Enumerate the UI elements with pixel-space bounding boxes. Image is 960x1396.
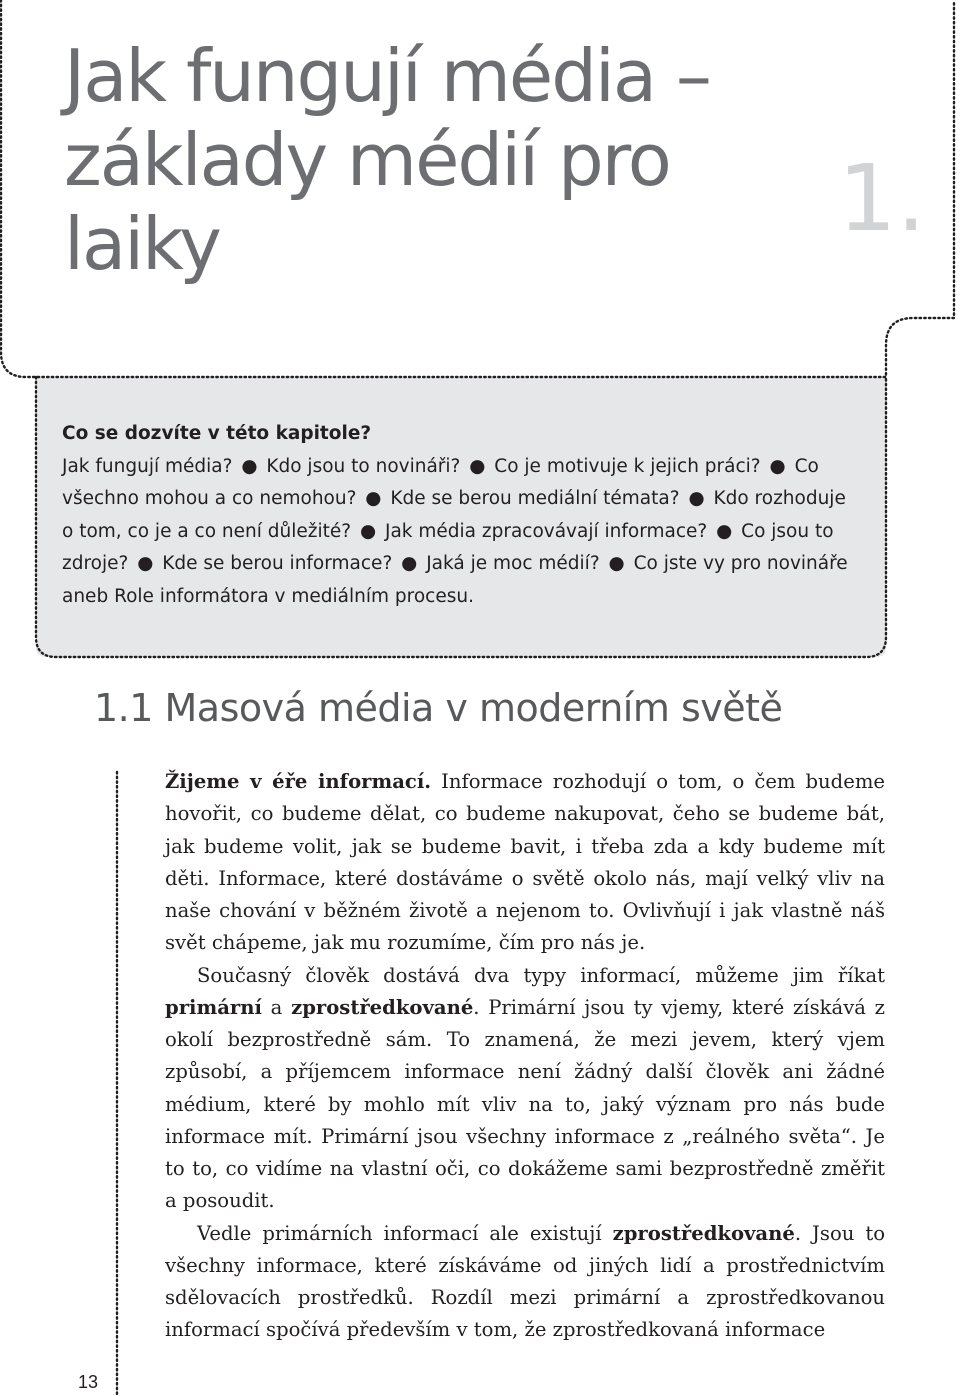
intro-question: Jaká je moc médií?	[426, 553, 600, 574]
paragraph-text: . Jsou to všechny informace, které získáváme od jiných lidí a prostřednictvím sdělovacích prostředků. Rozdíl mezi primární a zprostředkovanou informací spočívá především v tom, že zprostředkovaná informace	[165, 1221, 885, 1342]
page-number: 13	[78, 1372, 99, 1392]
intro-question: Kdo jsou to novináři?	[266, 455, 461, 477]
intro-heading: Co se dozvíte v této kapitole?	[62, 423, 372, 444]
paragraph	[165, 766, 885, 960]
body-text	[165, 766, 885, 1347]
bullet-icon: ●	[359, 520, 377, 542]
term-mediated: zprostředkované	[291, 995, 474, 1019]
paragraph-text: Informace rozhodují o tom, o čem budeme hovořit, co budeme dělat, co budeme nakupovat, čeho se budeme bát, jak budeme volit, jak se budeme bavit, i třeba zda a kdy budeme mít děti. Informace, které dostáváme o světě okolo nás, mají velký vliv na naše chování v běžném životě a nejenom to. Ovlivňují i jak vlastně náš svět chápeme, jak mu rozumíme, čím pro nás je.	[165, 770, 885, 955]
bullet-icon: ●	[401, 553, 418, 574]
bullet-icon: ●	[365, 488, 382, 509]
intro-question: Kdo rozhoduje o tom, co je a co není důležité?	[62, 488, 846, 542]
paragraph-text: . Primární jsou ty vjemy, které získává z okolí bezprostředně sám. To znamená, že mezi jevem, který vjem způsobí, a příjemcem informace není žádný další člověk ani žádné médium, které by mohlo mít vliv na to, jaký význam pro nás bude informace mít. Primární jsou všechny informace z „reálného světa“. Je to to, co vidíme na vlastní oči, co dokážeme sami bezprostředně změřit a posoudit.	[165, 995, 885, 1213]
intro-question: Co všechno mohou a co nemohou?	[62, 455, 819, 509]
intro-question: Jak fungují média?	[62, 455, 233, 477]
bullet-icon: ●	[688, 488, 705, 509]
term-primary: primární	[165, 995, 262, 1019]
bullet-icon: ●	[716, 520, 733, 542]
intro-question: Co jsou to zdroje?	[62, 520, 834, 574]
bullet-icon: ●	[608, 553, 625, 574]
intro-question: Co jste vy pro novináře aneb Role informátora v mediálním procesu.	[62, 553, 848, 607]
bullet-icon: ●	[241, 455, 258, 477]
paragraph-text: a	[261, 995, 292, 1019]
intro-question: Kde se berou informace?	[162, 553, 393, 574]
bullet-icon: ●	[137, 553, 154, 574]
intro-question: Jak média zpracovávají informace?	[385, 520, 708, 542]
section-heading: 1.1 Masová média v moderním světě	[94, 686, 783, 730]
intro-question: Co je motivuje k jejich práci?	[494, 455, 761, 477]
paragraph-text: Vedle primárních informací ale existují	[197, 1221, 613, 1245]
paragraph-text: Současný člověk dostává dva typy informací, můžeme jim říkat	[197, 963, 885, 987]
intro-questions	[62, 451, 862, 614]
intro-question: Kde se berou mediální témata?	[390, 488, 680, 509]
chapter-number: 1.	[838, 145, 926, 252]
chapter-title: Jak fungují média – základy médií pro laiky	[64, 34, 710, 286]
term-mediated: zprostředkované	[612, 1221, 795, 1245]
bullet-icon: ●	[769, 455, 786, 477]
bullet-icon: ●	[469, 455, 486, 477]
paragraph-lead: Žijeme v éře informací.	[165, 770, 432, 793]
chapter-intro	[62, 418, 862, 613]
paragraph	[165, 1218, 885, 1347]
paragraph	[165, 960, 885, 1218]
